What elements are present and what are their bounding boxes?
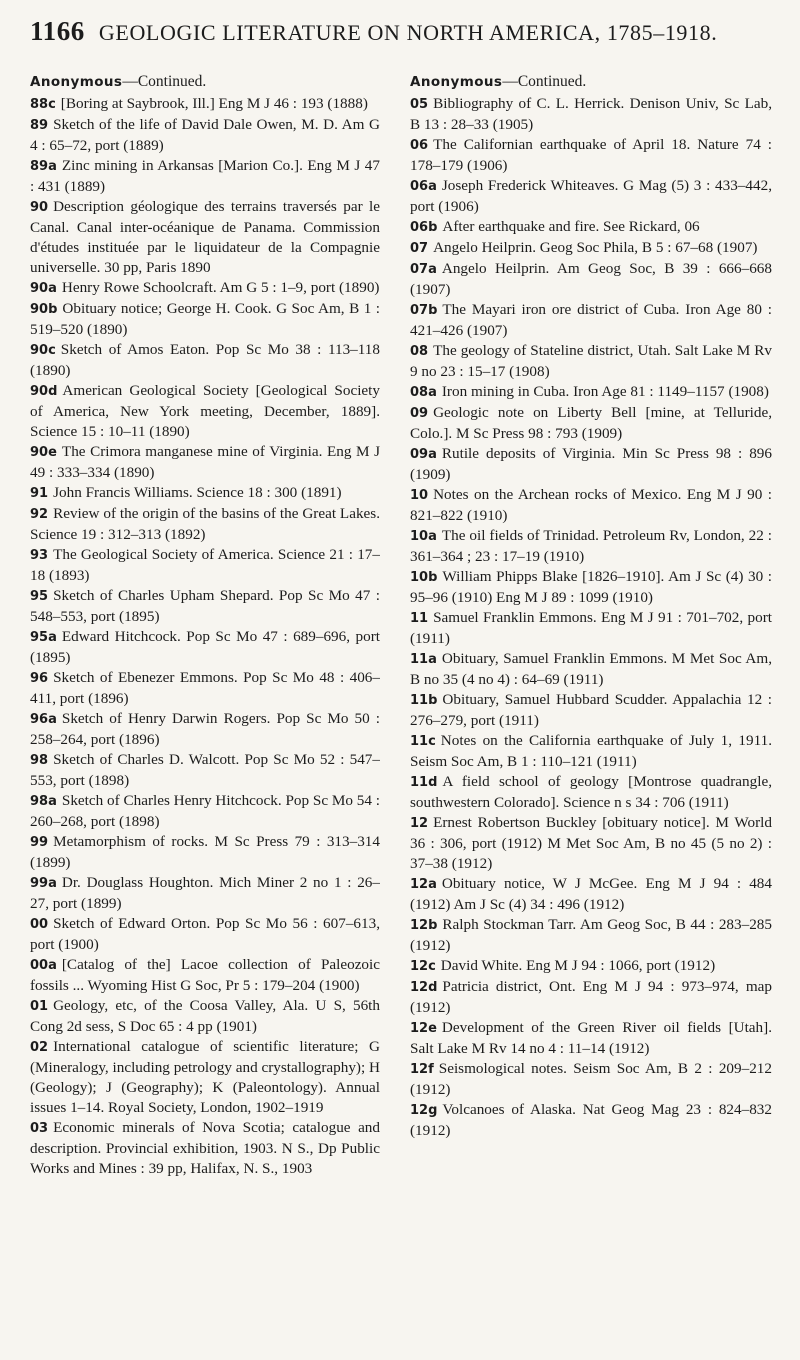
bibliography-entry — [410, 300, 772, 341]
bibliography-entry — [410, 1018, 772, 1059]
entry-citation: Review of the origin of the basins of the Great Lakes. Science 19 : 312–313 (1892) — [30, 505, 380, 543]
entry-number: 11 — [410, 611, 429, 626]
bibliography-entry — [410, 956, 772, 977]
entry-number: 89 — [30, 118, 49, 133]
entry-citation: David White. Eng M J 94 : 1066, port (1912) — [440, 957, 716, 974]
right-column — [410, 72, 772, 1347]
entry-citation: [Catalog of the] Lacoe collection of Paleozoic fossils ... Wyoming Hist G Soc, Pr 5 : 179–204 (1900) — [30, 956, 380, 994]
bibliography-entry — [410, 977, 772, 1018]
entry-number: 10a — [410, 529, 437, 544]
entry-number: 96 — [30, 671, 49, 686]
entry-number: 07 — [410, 241, 429, 256]
entry-citation: Obituary notice; George H. Cook. G Soc Am, B 1 : 519–520 (1890) — [30, 300, 380, 338]
bibliography-entry — [30, 586, 380, 627]
entry-number: 10b — [410, 570, 438, 585]
entry-number: 03 — [30, 1121, 49, 1136]
bibliography-entry — [410, 772, 772, 813]
bibliography-entry — [410, 915, 772, 956]
entry-citation: Description géologique des terrains traversés par le Canal. Canal inter-océanique de Panama. Commission d'études instituée par le liquidateur de la Compagnie universelle. 30 pp, Paris 1890 — [30, 198, 380, 276]
entry-number: 11c — [410, 734, 436, 749]
entry-citation: Dr. Douglass Houghton. Mich Miner 2 no 1 : 26–27, port (1899) — [30, 874, 380, 912]
entry-number: 90d — [30, 384, 58, 399]
entry-citation: Bibliography of C. L. Herrick. Denison Univ, Sc Lab, B 13 : 28–33 (1905) — [410, 95, 772, 133]
running-title: GEOLOGIC LITERATURE ON NORTH AMERICA, 1785–1918. — [98, 20, 718, 45]
entry-number: 98 — [30, 753, 49, 768]
bibliography-entry — [30, 1037, 380, 1118]
entry-number: 90b — [30, 302, 58, 317]
entry-number: 95a — [30, 630, 57, 645]
bibliography-entry — [30, 299, 380, 340]
entry-citation: Samuel Franklin Emmons. Eng M J 91 : 701–702, port (1911) — [410, 609, 772, 647]
entry-number: 12f — [410, 1062, 434, 1077]
entry-citation: Geology, etc, of the Coosa Valley, Ala. U S, 56th Cong 2d sess, S Doc 65 : 4 pp (1901) — [30, 997, 380, 1035]
entry-citation: International catalogue of scientific literature; G (Mineralogy, including petrology and crystallography); H (Geology); J (Geography); K (Paleontology). Annual issues 1–14. Royal Society, London, 1902–1919 — [30, 1038, 380, 1116]
bibliography-entry — [30, 996, 380, 1037]
entry-citation: American Geological Society [Geological Society of America, New York meeting, December, 1889]. Science 15 : 10–11 (1890) — [30, 382, 380, 440]
entry-number: 00a — [30, 958, 57, 973]
entry-number: 99a — [30, 876, 57, 891]
entry-number: 90e — [30, 445, 57, 460]
bibliography-entry — [410, 813, 772, 874]
entry-number: 12d — [410, 980, 438, 995]
entry-citation: Henry Rowe Schoolcraft. Am G 5 : 1–9, port (1890) — [61, 279, 380, 296]
entry-citation: Notes on the Archean rocks of Mexico. Eng M J 90 : 821–822 (1910) — [410, 486, 772, 524]
entry-citation: The oil fields of Trinidad. Petroleum Rv, London, 22 : 361–364 ; 23 : 17–19 (1910) — [410, 527, 772, 565]
bibliography-entry — [30, 1118, 380, 1179]
entry-citation: Sketch of the life of David Dale Owen, M. D. Am G 4 : 65–72, port (1889) — [30, 116, 380, 154]
entry-number: 98a — [30, 794, 57, 809]
page-header — [30, 16, 770, 56]
entry-number: 91 — [30, 486, 49, 501]
page-number: 1166 — [30, 16, 85, 46]
entry-number: 88c — [30, 97, 56, 112]
bibliography-entry — [30, 381, 380, 442]
entry-citation: Sketch of Charles Upham Shepard. Pop Sc Mo 47 : 548–553, port (1895) — [30, 587, 380, 625]
entry-citation: William Phipps Blake [1826–1910]. Am J Sc (4) 30 : 95–96 (1910) Eng M J 89 : 1099 (1910) — [410, 568, 772, 606]
bibliography-entry — [410, 526, 772, 567]
bibliography-entry — [30, 442, 380, 483]
entry-number: 99 — [30, 835, 49, 850]
bibliography-entry — [410, 690, 772, 731]
bibliography-entry — [410, 259, 772, 300]
column-heading: Anonymous—Continued. — [30, 73, 207, 90]
entry-citation: Iron mining in Cuba. Iron Age 81 : 1149–1157 (1908) — [441, 383, 769, 400]
bibliography-entry — [410, 135, 772, 176]
left-column — [30, 72, 380, 1347]
entry-citation: Zinc mining in Arkansas [Marion Co.]. Eng M J 47 : 431 (1889) — [30, 157, 380, 195]
entry-citation: Edward Hitchcock. Pop Sc Mo 47 : 689–696, port (1895) — [30, 628, 380, 666]
entry-number: 09a — [410, 447, 437, 462]
entry-citation: Seismological notes. Seism Soc Am, B 2 : 209–212 (1912) — [410, 1060, 772, 1098]
bibliography-entry — [30, 483, 380, 504]
entry-citation: Notes on the California earthquake of July 1, 1911. Seism Soc Am, B 1 : 110–121 (1911) — [410, 732, 772, 770]
entry-citation: Angelo Heilprin. Am Geog Soc, B 39 : 666–668 (1907) — [410, 260, 772, 298]
entry-citation: Metamorphism of rocks. M Sc Press 79 : 313–314 (1899) — [30, 833, 380, 871]
entry-citation: Patricia district, Ont. Eng M J 94 : 973–974, map (1912) — [410, 978, 772, 1016]
entry-citation: The geology of Stateline district, Utah. Salt Lake M Rv 9 no 23 : 15–17 (1908) — [410, 342, 772, 380]
entry-citation: Sketch of Henry Darwin Rogers. Pop Sc Mo 50 : 258–264, port (1896) — [30, 710, 380, 748]
entry-citation: The Geological Society of America. Science 21 : 17–18 (1893) — [30, 546, 380, 584]
bibliography-entry — [410, 444, 772, 485]
entry-citation: Obituary, Samuel Franklin Emmons. M Met Soc Am, B no 35 (4 no 4) : 64–69 (1911) — [410, 650, 772, 688]
column-heading: Anonymous—Continued. — [410, 73, 587, 90]
entry-citation: Joseph Frederick Whiteaves. G Mag (5) 3 : 433–442, port (1906) — [410, 177, 772, 215]
entry-citation: Volcanoes of Alaska. Nat Geog Mag 23 : 824–832 (1912) — [410, 1101, 772, 1139]
entry-number: 01 — [30, 999, 49, 1014]
entry-number: 12 — [410, 816, 429, 831]
entry-number: 90c — [30, 343, 56, 358]
entry-citation: Sketch of Charles Henry Hitchcock. Pop Sc Mo 54 : 260–268, port (1898) — [30, 792, 380, 830]
bibliography-entry — [30, 278, 380, 299]
entry-citation: Sketch of Charles D. Walcott. Pop Sc Mo 52 : 547–553, port (1898) — [30, 751, 380, 789]
bibliography-entry — [410, 176, 772, 217]
entry-number: 95 — [30, 589, 49, 604]
bibliography-entry — [410, 238, 772, 259]
entry-citation: John Francis Williams. Science 18 : 300 (1891) — [53, 484, 342, 501]
entry-citation: The Mayari iron ore district of Cuba. Iron Age 80 : 421–426 (1907) — [410, 301, 772, 339]
entry-citation: After earthquake and fire. See Rickard, 06 — [442, 218, 700, 235]
bibliography-entry — [30, 832, 380, 873]
bibliography-entry — [410, 382, 772, 403]
entry-citation: Development of the Green River oil fields [Utah]. Salt Lake M Rv 14 no 4 : 11–14 (1912) — [410, 1019, 772, 1057]
bibliography-entry — [410, 874, 772, 915]
bibliography-entry — [410, 567, 772, 608]
bibliography-entry — [30, 504, 380, 545]
entry-number: 11d — [410, 775, 438, 790]
entry-citation: Obituary notice, W J McGee. Eng M J 94 : 484 (1912) Am J Sc (4) 34 : 496 (1912) — [410, 875, 772, 913]
entry-number: 06a — [410, 179, 437, 194]
entry-number: 08 — [410, 344, 429, 359]
bibliography-entry — [410, 341, 772, 382]
bibliography-entry — [410, 217, 772, 238]
entry-number: 12a — [410, 877, 437, 892]
entry-number: 93 — [30, 548, 49, 563]
bibliography-entry — [30, 115, 380, 156]
entry-number: 11b — [410, 693, 438, 708]
entry-number: 12b — [410, 918, 438, 933]
entry-number: 96a — [30, 712, 57, 727]
bibliography-entry — [30, 709, 380, 750]
entry-citation: Economic minerals of Nova Scotia; catalogue and description. Provincial exhibition, 1903. N S., Dp Public Works and Mines : 39 pp, Halifax, N. S., 1903 — [30, 1119, 380, 1177]
entry-number: 92 — [30, 507, 49, 522]
entry-citation: Angelo Heilprin. Geog Soc Phila, B 5 : 67–68 (1907) — [433, 239, 758, 256]
bibliography-entry — [30, 627, 380, 668]
entry-number: 09 — [410, 406, 429, 421]
bibliography-entry — [410, 649, 772, 690]
bibliography-entry — [30, 750, 380, 791]
entry-number: 06b — [410, 220, 438, 235]
bibliography-entry — [30, 791, 380, 832]
bibliography-entry — [410, 403, 772, 444]
entry-number: 07a — [410, 262, 437, 277]
bibliography-entry — [30, 197, 380, 278]
entry-number: 07b — [410, 303, 438, 318]
entry-citation: Sketch of Amos Eaton. Pop Sc Mo 38 : 113–118 (1890) — [30, 341, 380, 379]
entry-citation: Sketch of Edward Orton. Pop Sc Mo 56 : 607–613, port (1900) — [30, 915, 380, 953]
bibliography-entry — [30, 914, 380, 955]
entry-number: 90a — [30, 281, 57, 296]
bibliography-entry — [30, 545, 380, 586]
entry-citation: A field school of geology [Montrose quadrangle, southwestern Colorado]. Science n s 34 : 706 (1911) — [410, 773, 772, 811]
entry-number: 12g — [410, 1103, 438, 1118]
bibliography-entry — [30, 668, 380, 709]
bibliography-entry — [30, 955, 380, 996]
bibliography-entry — [410, 731, 772, 772]
entry-number: 12c — [410, 959, 436, 974]
entry-number: 90 — [30, 200, 49, 215]
bibliography-entry — [30, 873, 380, 914]
bibliography-entry — [410, 94, 772, 135]
entry-citation: The Californian earthquake of April 18. Nature 74 : 178–179 (1906) — [410, 136, 772, 174]
entry-number: 11a — [410, 652, 437, 667]
bibliography-entry — [410, 1100, 772, 1141]
entry-citation: The Crimora manganese mine of Virginia. Eng M J 49 : 333–334 (1890) — [30, 443, 380, 481]
entry-number: 10 — [410, 488, 429, 503]
entry-citation: Rutile deposits of Virginia. Min Sc Press 98 : 896 (1909) — [410, 445, 772, 483]
entry-citation: Sketch of Ebenezer Emmons. Pop Sc Mo 48 : 406–411, port (1896) — [30, 669, 380, 707]
entry-citation: [Boring at Saybrook, Ill.] Eng M J 46 : 193 (1888) — [60, 95, 368, 112]
entry-number: 12e — [410, 1021, 437, 1036]
entry-number: 89a — [30, 159, 57, 174]
entry-number: 00 — [30, 917, 49, 932]
bibliography-entry — [30, 156, 380, 197]
entry-citation: Geologic note on Liberty Bell [mine, at Telluride, Colo.]. M Sc Press 98 : 793 (1909) — [410, 404, 772, 442]
bibliography-entry — [410, 608, 772, 649]
entry-number: 02 — [30, 1040, 49, 1055]
bibliography-entry — [410, 485, 772, 526]
bibliography-entry — [30, 94, 380, 115]
entry-citation: Ernest Robertson Buckley [obituary notice]. M World 36 : 306, port (1912) M Met Soc Am, B no 45 (5 no 2) : 37–38 (1912) — [410, 814, 772, 872]
entry-number: 05 — [410, 97, 429, 112]
bibliography-entry — [30, 340, 380, 381]
entry-number: 06 — [410, 138, 429, 153]
bibliography-entry — [410, 1059, 772, 1100]
entry-number: 08a — [410, 385, 437, 400]
entry-citation: Ralph Stockman Tarr. Am Geog Soc, B 44 : 283–285 (1912) — [410, 916, 772, 954]
entry-citation: Obituary, Samuel Hubbard Scudder. Appalachia 12 : 276–279, port (1911) — [410, 691, 772, 729]
